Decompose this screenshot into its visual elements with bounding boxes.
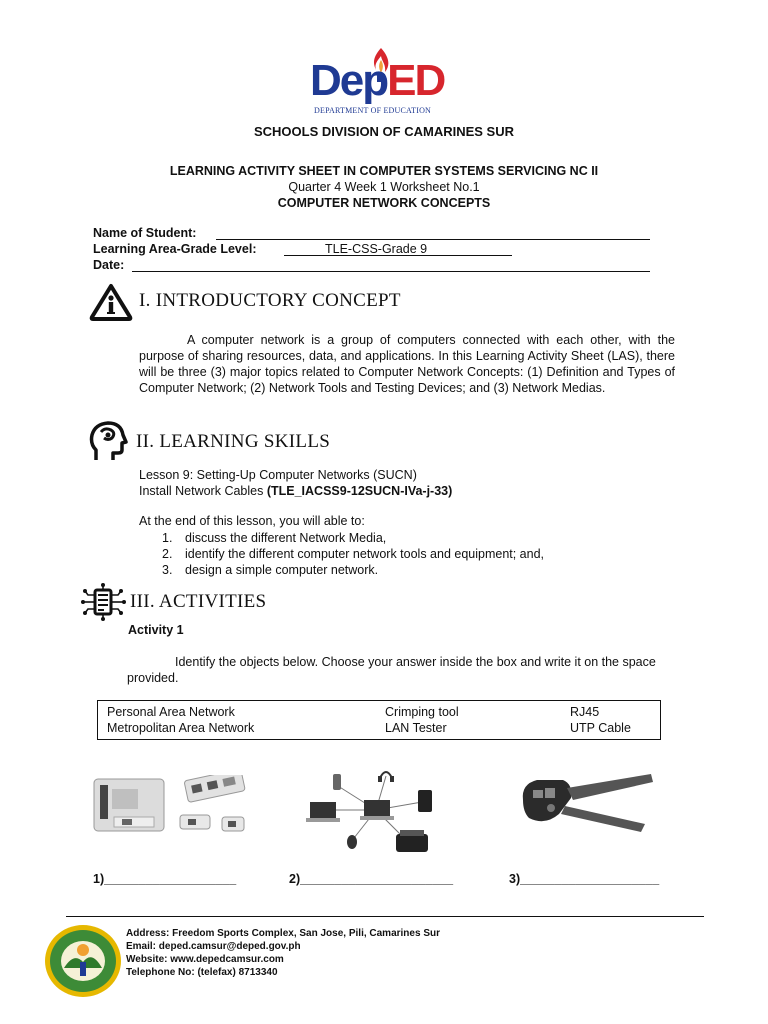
network-diagram-image <box>304 762 446 858</box>
topic-title: COMPUTER NETWORK CONCEPTS <box>277 196 491 210</box>
grade-level-label: Learning Area-Grade Level: <box>93 242 257 256</box>
section2-title: II. LEARNING SKILLS <box>136 431 331 452</box>
section1-text: A computer network is a group of computers connected with each other, with the purpose of sharing resources, data, and applications. In this Learning Activity Sheet (LAS), there will be three (3) major topics related to Computer Network Concepts: (1) Definition and Types of Computer Network; (2) Network Tools and Testing Devices; and (3) Network Medias. <box>139 333 675 395</box>
section1-paragraph <box>139 332 675 396</box>
choice-crimping-tool: Crimping tool <box>385 705 459 719</box>
lan-tester-image <box>92 775 252 837</box>
head-brain-icon <box>88 420 128 464</box>
choice-rj45: RJ45 <box>570 705 600 719</box>
quarter-label: Quarter 4 Week 1 Worksheet No.1 <box>288 180 480 194</box>
footer-address: Address: Freedom Sports Complex, San Jose, Pili, Camarines Sur <box>126 928 440 939</box>
answer-blank-1[interactable]: 1)___________________ <box>93 872 237 886</box>
section3-title: III. ACTIVITIES <box>130 591 267 612</box>
choice-personal-area-network: Personal Area Network <box>107 705 235 719</box>
choice-lan-tester: LAN Tester <box>385 721 447 735</box>
list-item: 3. design a simple computer network. <box>162 563 379 577</box>
circuit-document-icon <box>80 582 128 622</box>
install-prefix: Install Network Cables <box>139 484 267 498</box>
lesson-title: Lesson 9: Setting-Up Computer Networks (SUCN) <box>139 468 417 482</box>
student-name-label: Name of Student: <box>93 226 197 240</box>
activity-instructions: Identify the objects below. Choose your answer inside the box and write it on the space provided. <box>127 655 656 685</box>
logo-word-ed: ED <box>387 56 445 105</box>
date-field[interactable] <box>132 271 650 272</box>
document-title: LEARNING ACTIVITY SHEET IN COMPUTER SYSTEMS SERVICING NC II <box>169 164 599 178</box>
division-seal-logo <box>42 922 124 1000</box>
choice-metropolitan-area-network: Metropolitan Area Network <box>107 721 255 735</box>
objectives-list <box>162 530 662 578</box>
division-name: SCHOOLS DIVISION OF CAMARINES SUR <box>253 124 515 139</box>
footer-divider <box>66 916 704 917</box>
logo-subtitle: DEPARTMENT OF EDUCATION <box>314 106 432 115</box>
activity-label: Activity 1 <box>128 623 184 637</box>
logo-word-dep: Dep <box>310 56 388 105</box>
deped-logo <box>310 46 460 122</box>
info-warning-icon <box>88 282 134 322</box>
objectives-intro: At the end of this lesson, you will able to: <box>139 514 365 528</box>
footer-email[interactable]: Email: deped.camsur@deped.gov.ph <box>126 941 301 952</box>
footer-telephone: Telephone No: (telefax) 8713340 <box>126 967 278 978</box>
answer-blank-3[interactable]: 3)____________________ <box>509 872 660 886</box>
grade-level-value: TLE-CSS-Grade 9 <box>325 242 428 256</box>
answer-choices-box <box>97 700 661 740</box>
footer-website[interactable]: Website: www.depedcamsur.com <box>126 954 284 965</box>
list-item: 2. identify the different computer network tools and equipment; and, <box>162 547 545 561</box>
date-label: Date: <box>93 258 125 272</box>
list-item: 1. discuss the different Network Media, <box>162 531 387 545</box>
section1-title: I. INTRODUCTORY CONCEPT <box>139 290 401 311</box>
competency-code: (TLE_IACSS9-12SUCN-IVa-j-33) <box>266 484 453 498</box>
answer-blank-2[interactable]: 2)______________________ <box>289 872 454 886</box>
install-line <box>139 484 452 498</box>
choice-utp-cable: UTP Cable <box>570 721 631 735</box>
crimping-tool-image <box>515 770 657 836</box>
student-name-field[interactable] <box>216 239 650 240</box>
